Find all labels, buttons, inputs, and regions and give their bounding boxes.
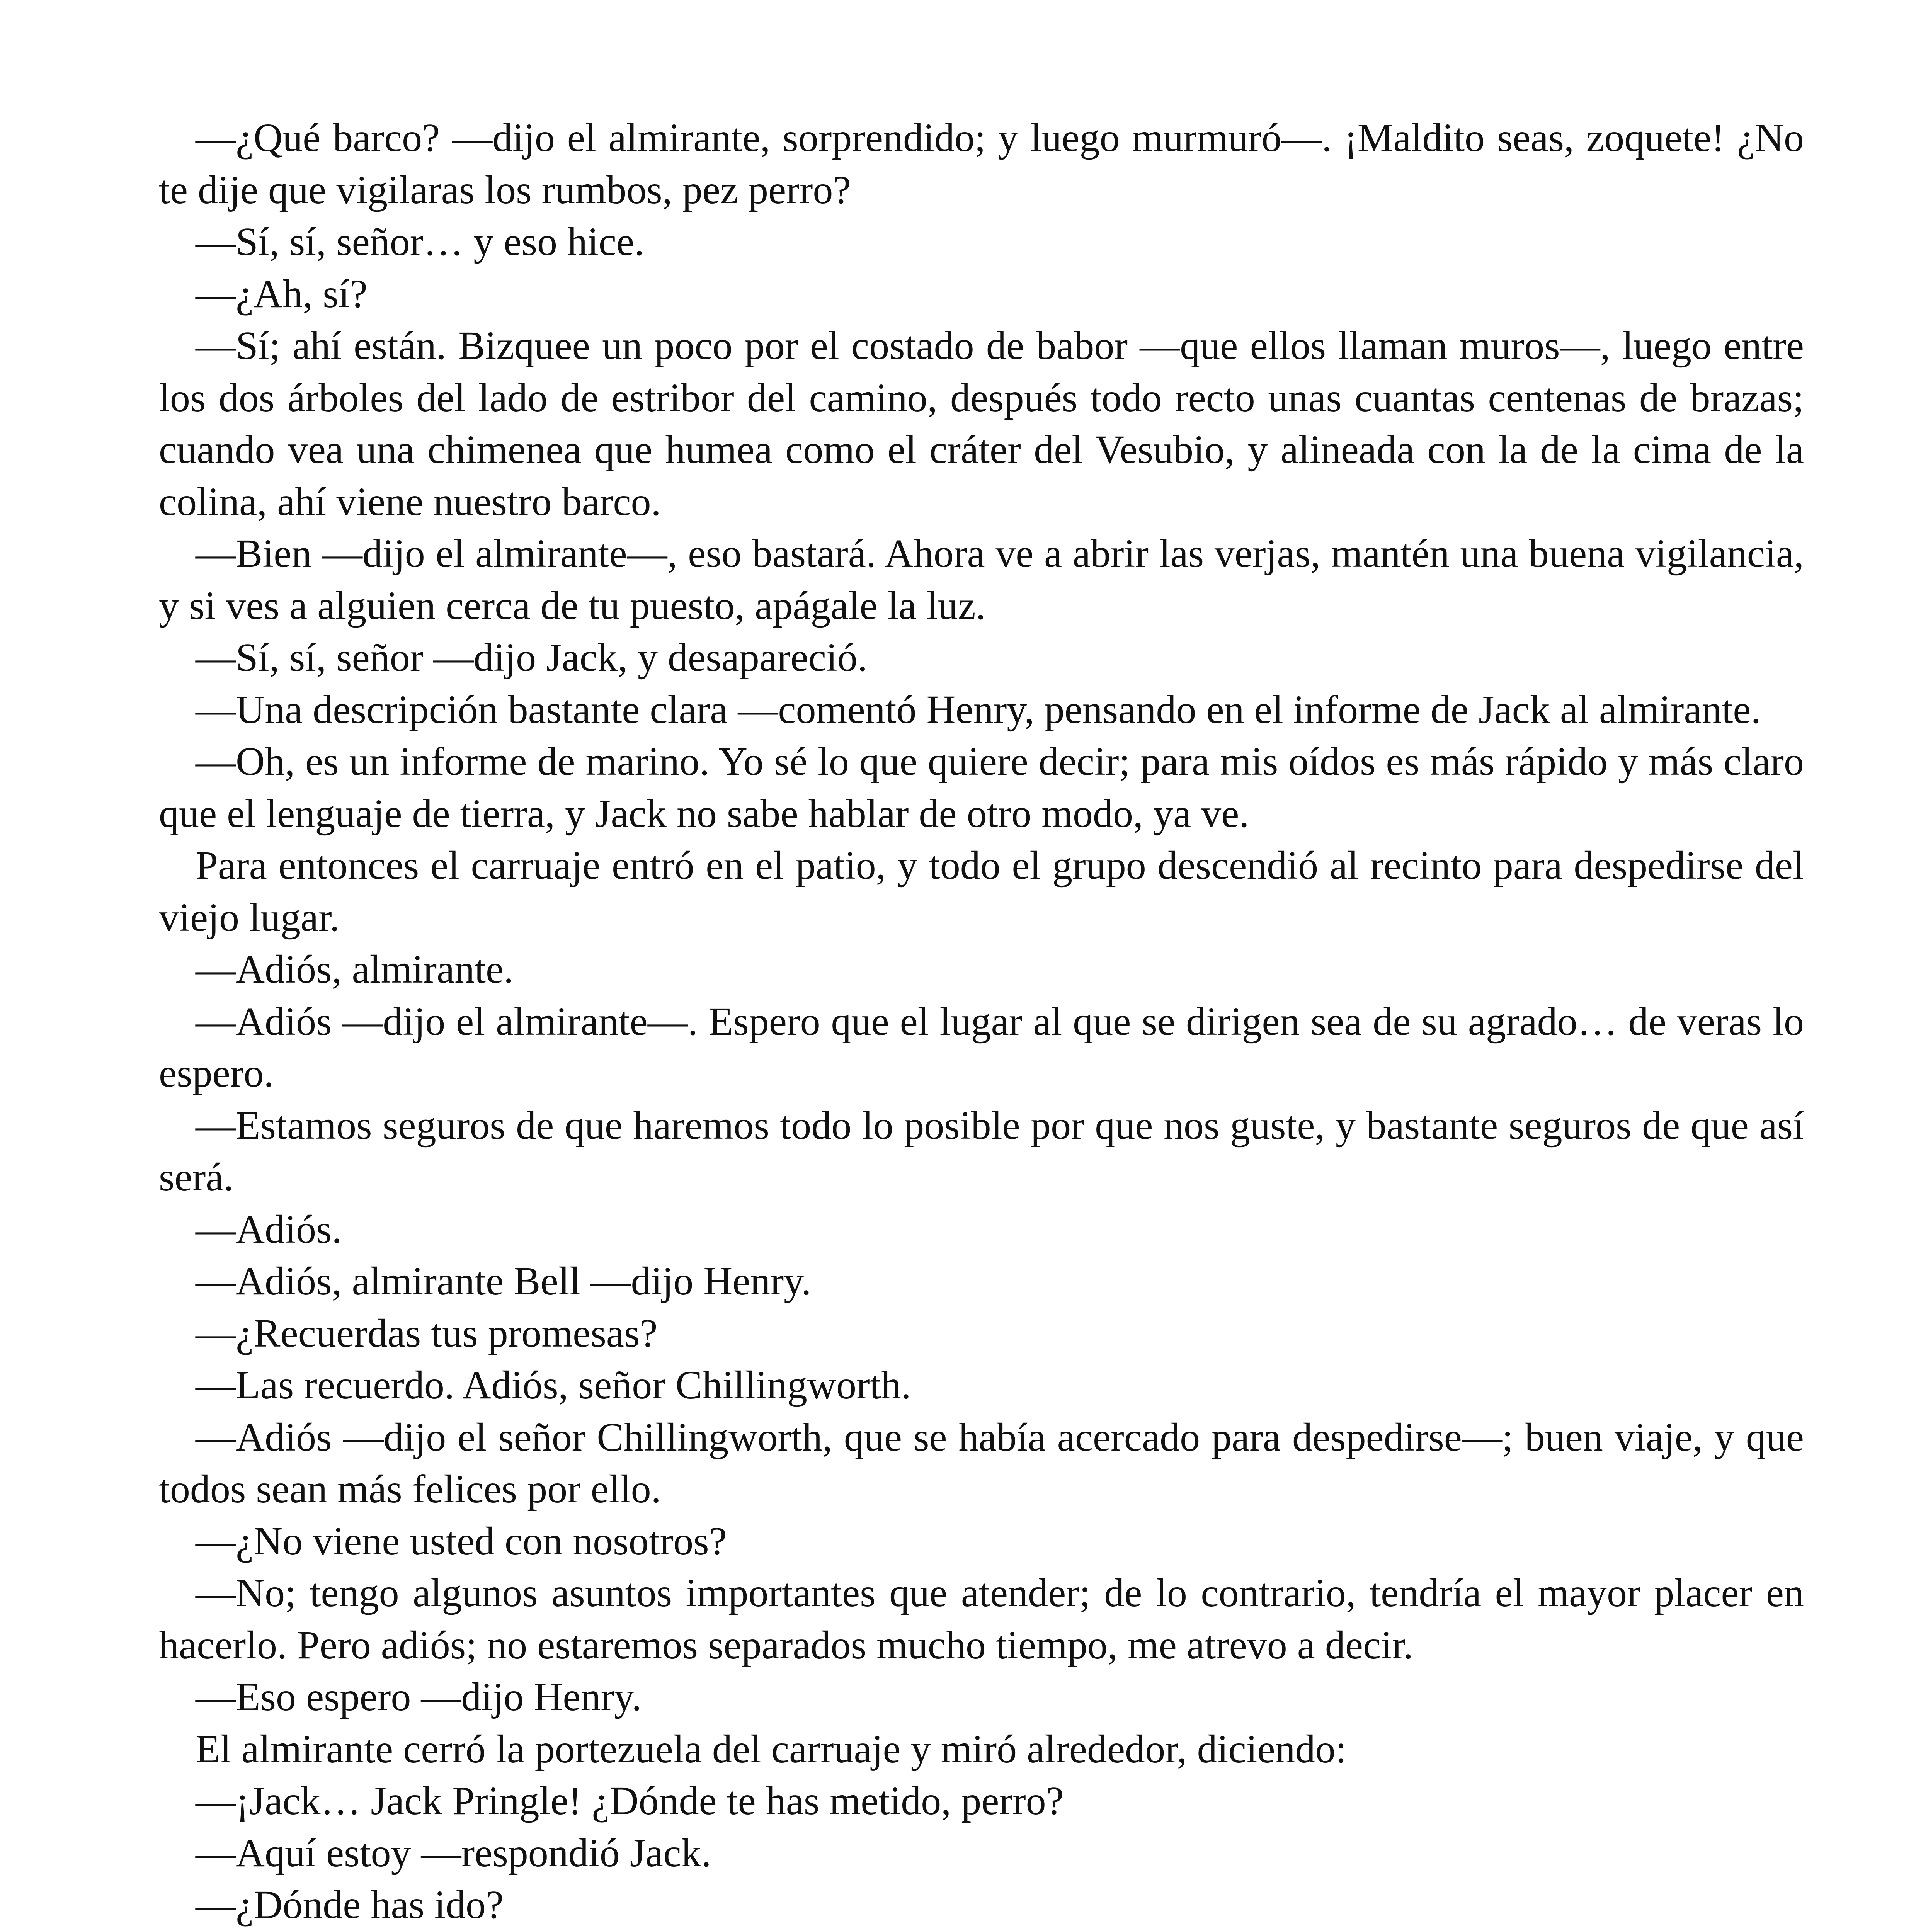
paragraph: —Eso espero —dijo Henry. (196, 1675, 642, 1719)
paragraph: Para entonces el carruaje entró en el patio, y todo el grupo descendió al recinto para despedirse del viejo lugar. (159, 843, 1804, 940)
paragraph: —Las recuerdo. Adiós, señor Chillingworth. (196, 1363, 911, 1407)
paragraph: El almirante cerró la portezuela del carruaje y miró alrededor, diciendo: (196, 1726, 1347, 1771)
paragraph: —Adiós —dijo el señor Chillingworth, que se había acercado para despedirse—; buen viaje, y que todos sean más felices por ello. (159, 1415, 1804, 1511)
paragraph: —Una descripción bastante clara —comentó Henry, pensando en el informe de Jack al almirante. (196, 687, 1761, 732)
paragraph: —Oh, es un informe de marino. Yo sé lo que quiere decir; para mis oídos es más rápido y más claro que el lenguaje de tierra, y Jack no sabe hablar de otro modo, ya ve. (159, 739, 1804, 836)
paragraph: —Adiós —dijo el almirante—. Espero que el lugar al que se dirigen sea de su agrado… de veras lo espero. (159, 999, 1804, 1095)
paragraph: —Bien —dijo el almirante—, eso bastará. Ahora ve a abrir las verjas, mantén una buena vigilancia, y si ves a alguien cerca de tu puesto, apágale la luz. (159, 531, 1804, 628)
paragraph: —¿Qué barco? —dijo el almirante, sorprendido; y luego murmuró—. ¡Maldito seas, zoquete! ¿No te dije que vigilaras los rumbos, pez perro? (159, 116, 1804, 212)
paragraph: —Adiós, almirante Bell —dijo Henry. (196, 1259, 812, 1303)
paragraph: —¿Ah, sí? (196, 271, 368, 316)
paragraph: —Estamos seguros de que haremos todo lo posible por que nos guste, y bastante seguros de que así será. (159, 1103, 1804, 1199)
paragraph: —Aquí estoy —respondió Jack. (196, 1830, 711, 1875)
body-text (159, 112, 1804, 1932)
paragraph: —No; tengo algunos asuntos importantes que atender; de lo contrario, tendría el mayor placer en hacerlo. Pero adiós; no estaremos separados mucho tiempo, me atrevo a decir. (159, 1571, 1804, 1667)
paragraph: —Adiós. (196, 1207, 342, 1252)
paragraph: —¿Dónde has ido? (196, 1883, 504, 1927)
paragraph: —¡Jack… Jack Pringle! ¿Dónde te has metido, perro? (196, 1779, 1064, 1823)
paragraph: —¿No viene usted con nosotros? (196, 1519, 727, 1563)
paragraph: —Sí, sí, señor —dijo Jack, y desapareció. (196, 635, 868, 680)
paragraph: —Sí, sí, señor… y eso hice. (196, 219, 645, 264)
paragraph: —Sí; ahí están. Bizquee un poco por el costado de babor —que ellos llaman muros—, luego entre los dos árboles del lado de estribor del camino, después todo recto unas cuantas centenas de brazas; cuando vea una chimenea que humea como el cráter del Vesubio, y alineada con la de la cima de la colina, ahí viene nuestro barco. (159, 323, 1804, 524)
paragraph: —¿Recuerdas tus promesas? (196, 1311, 658, 1355)
paragraph: —Adiós, almirante. (196, 947, 514, 992)
